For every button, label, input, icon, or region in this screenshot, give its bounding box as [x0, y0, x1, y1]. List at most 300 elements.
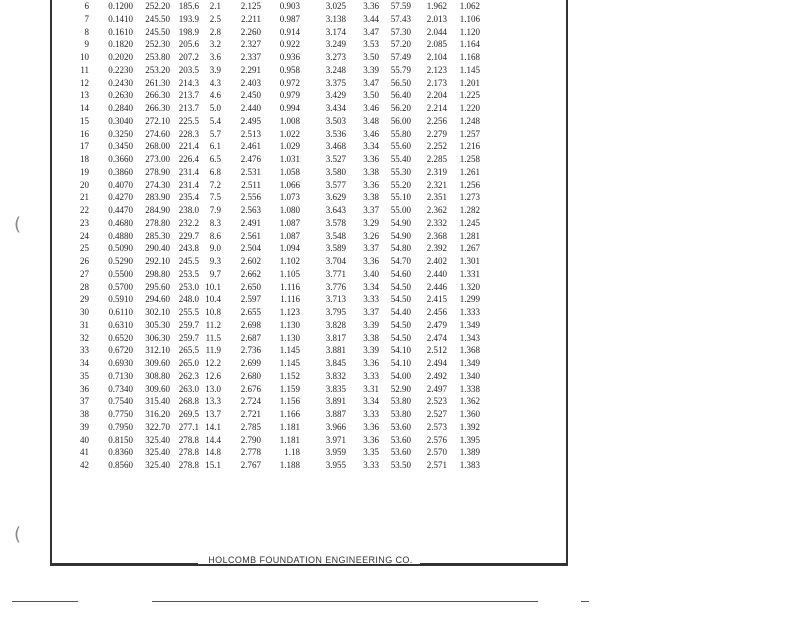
table-cell: 0.8360	[108, 447, 133, 458]
table-cell: 3.50	[363, 52, 379, 62]
table-cell: 269.5	[178, 409, 199, 419]
table-cell: 3.37	[363, 307, 379, 317]
table-cell: 2.474	[426, 332, 447, 343]
table-cell: 274.30	[145, 179, 170, 190]
table-cell: 3.713	[325, 294, 346, 305]
table-row	[76, 370, 480, 383]
table-cell: 54.00	[390, 370, 411, 381]
table-cell: 2.8	[209, 26, 221, 37]
table-cell: 1.145	[459, 64, 480, 75]
row-number-cell: 27	[80, 268, 89, 279]
table-cell: 54.10	[390, 345, 411, 356]
table-cell: 2.561	[240, 230, 261, 241]
table-cell: 2.104	[426, 52, 447, 62]
table-cell: 3.580	[325, 166, 346, 177]
table-cell: 2.256	[426, 115, 447, 126]
table-cell: 2.332	[426, 217, 447, 228]
table-cell: 229.7	[178, 230, 199, 241]
table-cell: 3.025	[325, 1, 346, 11]
table-cell: 3.548	[325, 230, 346, 241]
table-cell: 3.704	[325, 256, 346, 266]
table-cell: 0.7540	[108, 396, 133, 407]
table-row	[76, 255, 480, 268]
table-cell: 56.40	[390, 90, 411, 101]
table-cell: 1.248	[459, 115, 480, 126]
table-cell: 2.527	[426, 409, 447, 419]
table-cell: 290.40	[145, 243, 170, 254]
table-cell: 2.576	[426, 434, 447, 445]
table-cell: 2.279	[426, 128, 447, 139]
table-cell: 245.50	[145, 26, 170, 37]
table-cell: 2.321	[426, 179, 447, 190]
table-cell: 2.173	[426, 77, 447, 88]
footer-rule-right	[420, 563, 568, 564]
table-cell: 3.46	[363, 103, 379, 113]
table-cell: 13.3	[205, 396, 221, 407]
table-cell: 253.5	[178, 268, 199, 279]
table-cell: 7.2	[209, 179, 221, 190]
table-cell: 3.46	[363, 128, 379, 139]
table-cell: 2.724	[240, 396, 261, 407]
table-cell: 1.261	[459, 166, 480, 177]
table-cell: 0.8150	[108, 434, 133, 445]
table-cell: 0.7950	[108, 421, 133, 432]
table-cell: 3.536	[325, 128, 346, 139]
table-cell: 185.6	[178, 1, 199, 11]
table-row	[76, 26, 480, 39]
table-cell: 2.456	[426, 307, 447, 317]
table-row	[76, 204, 480, 217]
table-cell: 8.6	[209, 230, 221, 241]
table-cell: 3.429	[325, 90, 346, 101]
table-cell: 1.301	[459, 256, 480, 266]
table-cell: 2.785	[240, 421, 261, 432]
table-cell: 265.0	[178, 358, 199, 368]
table-cell: 3.881	[325, 345, 346, 356]
table-cell: 1.349	[459, 319, 480, 330]
table-cell: 2.778	[240, 447, 261, 458]
table-cell: 2.698	[240, 319, 261, 330]
table-cell: 2.531	[240, 166, 261, 177]
table-cell: 3.33	[363, 409, 379, 419]
table-cell: 278.8	[178, 434, 199, 445]
table-cell: 245.5	[178, 256, 199, 266]
table-row	[76, 268, 480, 281]
table-cell: 0.3860	[108, 166, 133, 177]
table-cell: 325.40	[145, 447, 170, 458]
table-cell: 243.8	[178, 243, 199, 254]
row-number-cell: 35	[80, 370, 89, 381]
table-cell: 14.1	[205, 421, 221, 432]
table-cell: 4.6	[209, 90, 221, 101]
row-number-cell: 6	[84, 1, 89, 11]
table-cell: 3.40	[363, 268, 379, 279]
table-row	[76, 434, 480, 447]
table-cell: 231.4	[178, 166, 199, 177]
table-cell: 248.0	[178, 294, 199, 305]
table-row	[76, 191, 480, 204]
table-cell: 2.497	[426, 383, 447, 394]
table-cell: 52.90	[390, 383, 411, 394]
table-cell: 3.887	[325, 409, 346, 419]
table-cell: 2.446	[426, 281, 447, 292]
table-cell: 1.120	[459, 26, 480, 37]
table-cell: 2.571	[426, 460, 447, 470]
table-cell: 0.903	[279, 1, 300, 11]
table-cell: 1.116	[280, 281, 300, 292]
table-cell: 278.80	[145, 217, 170, 228]
row-number-cell: 21	[80, 192, 89, 203]
table-cell: 1.389	[459, 447, 480, 458]
table-cell: 1.360	[459, 409, 480, 419]
table-cell: 3.38	[363, 166, 379, 177]
table-cell: 3.845	[325, 358, 346, 368]
table-cell: 3.36	[363, 179, 379, 190]
table-cell: 0.4070	[108, 179, 133, 190]
table-cell: 259.7	[178, 332, 199, 343]
table-cell: 1.392	[459, 421, 480, 432]
row-number-cell: 33	[80, 345, 89, 356]
table-cell: 2.676	[240, 383, 261, 394]
table-cell: 0.7750	[108, 409, 133, 419]
table-cell: 1.145	[279, 345, 300, 356]
table-cell: 53.50	[390, 460, 411, 470]
table-cell: 2.662	[240, 268, 261, 279]
table-cell: 53.80	[390, 396, 411, 407]
table-cell: 285.30	[145, 230, 170, 241]
table-cell: 0.7130	[108, 370, 133, 381]
table-cell: 55.79	[390, 64, 411, 75]
table-cell: 1.368	[459, 345, 480, 356]
table-cell: 57.49	[390, 52, 411, 62]
table-cell: 302.10	[145, 307, 170, 317]
table-cell: 2.351	[426, 192, 447, 203]
table-cell: 0.2630	[108, 90, 133, 101]
table-cell: 15.1	[205, 460, 221, 470]
table-cell: 3.9	[209, 64, 221, 75]
table-cell: 2.512	[426, 345, 447, 356]
table-cell: 54.50	[390, 332, 411, 343]
table-cell: 2.699	[240, 358, 261, 368]
table-cell: 54.50	[390, 294, 411, 305]
row-number-cell: 28	[80, 281, 89, 292]
table-cell: 2.492	[426, 370, 447, 381]
table-cell: 0.1410	[108, 13, 133, 24]
row-number-cell: 37	[80, 396, 89, 407]
table-cell: 3.36	[363, 154, 379, 164]
table-cell: 55.60	[390, 141, 411, 152]
table-cell: 3.955	[325, 460, 346, 470]
row-number-cell: 38	[80, 409, 89, 419]
table-cell: 2.214	[426, 103, 447, 113]
row-number-cell: 25	[80, 243, 89, 254]
table-cell: 54.90	[390, 230, 411, 241]
table-cell: 213.7	[178, 103, 199, 113]
table-cell: 55.00	[390, 205, 411, 215]
table-cell: 6.8	[209, 166, 221, 177]
table-cell: 53.60	[390, 421, 411, 432]
table-cell: 0.3660	[108, 154, 133, 164]
table-cell: 1.245	[459, 217, 480, 228]
table-cell: 56.50	[390, 77, 411, 88]
table-row	[76, 306, 480, 319]
table-cell: 57.30	[390, 26, 411, 37]
table-cell: 3.37	[363, 243, 379, 254]
table-cell: 259.7	[178, 319, 199, 330]
table-cell: 252.20	[145, 1, 170, 11]
data-table	[76, 0, 480, 472]
table-cell: 1.087	[279, 217, 300, 228]
table-cell: 253.0	[178, 281, 199, 292]
row-number-cell: 18	[80, 154, 89, 164]
table-cell: 3.375	[325, 77, 346, 88]
table-cell: 3.174	[325, 26, 346, 37]
row-number-cell: 31	[80, 319, 89, 330]
table-cell: 3.39	[363, 345, 379, 356]
table-cell: 263.0	[178, 383, 199, 394]
table-cell: 1.166	[279, 409, 300, 419]
table-row	[76, 77, 480, 90]
table-cell: 266.30	[145, 90, 170, 101]
table-cell: 57.43	[390, 13, 411, 24]
table-cell: 3.891	[325, 396, 346, 407]
table-cell: 3.434	[325, 103, 346, 113]
table-cell: 2.337	[240, 52, 261, 62]
table-cell: 245.50	[145, 13, 170, 24]
table-cell: 2.211	[241, 13, 261, 24]
table-cell: 295.60	[145, 281, 170, 292]
row-number-cell: 9	[84, 39, 89, 50]
row-number-cell: 32	[80, 332, 89, 343]
table-cell: 214.3	[178, 77, 199, 88]
table-cell: 3.138	[325, 13, 346, 24]
table-row	[76, 128, 480, 141]
table-cell: 3.29	[363, 217, 379, 228]
table-cell: 56.20	[390, 103, 411, 113]
table-cell: 2.523	[426, 396, 447, 407]
table-cell: 213.7	[178, 90, 199, 101]
table-cell: 0.5090	[108, 243, 133, 254]
table-cell: 3.26	[363, 230, 379, 241]
table-cell: 1.962	[426, 1, 447, 11]
table-cell: 278.8	[178, 460, 199, 470]
table-cell: 205.6	[178, 39, 199, 50]
row-number-cell: 36	[80, 383, 89, 394]
table-cell: 53.60	[390, 434, 411, 445]
table-cell: 1.362	[459, 396, 480, 407]
table-row	[76, 242, 480, 255]
table-cell: 2.013	[426, 13, 447, 24]
row-number-cell: 29	[80, 294, 89, 305]
table-cell: 2.5	[209, 13, 221, 24]
table-cell: 5.4	[209, 115, 221, 126]
table-cell: 3.47	[363, 77, 379, 88]
table-cell: 0.2230	[108, 64, 133, 75]
row-number-cell: 42	[80, 460, 89, 470]
table-row	[76, 179, 480, 192]
table-cell: 1.022	[279, 128, 300, 139]
table-cell: 0.914	[279, 26, 300, 37]
table-cell: 3.589	[325, 243, 346, 254]
table-cell: 9.7	[209, 268, 221, 279]
table-cell: 228.3	[178, 128, 199, 139]
table-cell: 0.5910	[108, 294, 133, 305]
table-cell: 2.285	[426, 154, 447, 164]
table-cell: 3.249	[325, 39, 346, 50]
table-cell: 203.5	[178, 64, 199, 75]
row-number-cell: 16	[80, 128, 89, 139]
table-cell: 54.70	[390, 256, 411, 266]
table-cell: 1.116	[280, 294, 300, 305]
table-cell: 1.073	[279, 192, 300, 203]
table-cell: 3.38	[363, 192, 379, 203]
table-cell: 1.102	[279, 256, 300, 266]
table-cell: 3.34	[363, 396, 379, 407]
row-number-cell: 39	[80, 421, 89, 432]
table-cell: 266.30	[145, 103, 170, 113]
table-cell: 207.2	[178, 52, 199, 62]
table-cell: 252.30	[145, 39, 170, 50]
table-cell: 1.058	[279, 166, 300, 177]
table-row	[76, 38, 480, 51]
table-cell: 2.602	[240, 256, 261, 266]
table-cell: 1.282	[459, 205, 480, 215]
table-cell: 2.368	[426, 230, 447, 241]
table-cell: 2.790	[240, 434, 261, 445]
table-cell: 255.5	[178, 307, 199, 317]
row-number-cell: 23	[80, 217, 89, 228]
table-cell: 12.2	[205, 358, 221, 368]
table-row	[76, 395, 480, 408]
table-cell: 0.4470	[108, 205, 133, 215]
table-row	[76, 319, 480, 332]
table-cell: 2.556	[240, 192, 261, 203]
table-cell: 265.5	[178, 345, 199, 356]
table-cell: 221.4	[178, 141, 199, 152]
table-cell: 0.8560	[108, 460, 133, 470]
table-cell: 1.18	[284, 447, 300, 458]
table-cell: 2.650	[240, 281, 261, 292]
table-cell: 2.125	[240, 1, 261, 11]
table-cell: 3.50	[363, 90, 379, 101]
table-cell: 2.440	[240, 103, 261, 113]
table-cell: 12.6	[205, 370, 221, 381]
table-cell: 54.40	[390, 307, 411, 317]
table-cell: 3.34	[363, 281, 379, 292]
table-cell: 0.4680	[108, 217, 133, 228]
table-cell: 325.40	[145, 434, 170, 445]
table-cell: 11.9	[205, 345, 221, 356]
table-cell: 274.60	[145, 128, 170, 139]
table-cell: 193.9	[178, 13, 199, 24]
table-cell: 3.53	[363, 39, 379, 50]
table-row	[76, 293, 480, 306]
table-cell: 5.7	[209, 128, 221, 139]
table-cell: 9.0	[209, 243, 221, 254]
table-cell: 1.031	[279, 154, 300, 164]
table-cell: 1.181	[279, 434, 300, 445]
table-cell: 0.972	[279, 77, 300, 88]
table-cell: 0.922	[279, 39, 300, 50]
table-cell: 0.6720	[108, 345, 133, 356]
table-cell: 54.80	[390, 243, 411, 254]
table-row	[76, 421, 480, 434]
table-cell: 0.6520	[108, 332, 133, 343]
table-cell: 305.30	[145, 319, 170, 330]
table-cell: 3.643	[325, 205, 346, 215]
table-cell: 2.085	[426, 39, 447, 50]
table-cell: 253.80	[145, 52, 170, 62]
table-cell: 1.164	[459, 39, 480, 50]
table-cell: 3.33	[363, 370, 379, 381]
table-cell: 277.1	[178, 421, 199, 432]
table-row	[76, 332, 480, 345]
footer-rule-left	[50, 563, 198, 564]
table-cell: 1.256	[459, 179, 480, 190]
table-cell: 1.258	[459, 154, 480, 164]
row-number-cell: 30	[80, 307, 89, 317]
table-cell: 56.00	[390, 115, 411, 126]
table-cell: 272.10	[145, 115, 170, 126]
row-number-cell: 14	[80, 103, 89, 113]
table-cell: 3.776	[325, 281, 346, 292]
table-cell: 315.40	[145, 396, 170, 407]
table-row	[76, 64, 480, 77]
table-cell: 2.513	[240, 128, 261, 139]
table-cell: 9.3	[209, 256, 221, 266]
table-cell: 14.8	[205, 447, 221, 458]
table-cell: 2.597	[240, 294, 261, 305]
table-cell: 3.33	[363, 460, 379, 470]
table-cell: 0.7340	[108, 383, 133, 394]
table-cell: 0.3040	[108, 115, 133, 126]
table-cell: 55.20	[390, 179, 411, 190]
table-cell: 1.267	[459, 243, 480, 254]
table-cell: 1.130	[279, 319, 300, 330]
table-cell: 2.291	[240, 64, 261, 75]
table-cell: 1.331	[459, 268, 480, 279]
table-cell: 1.123	[279, 307, 300, 317]
table-cell: 2.511	[241, 179, 261, 190]
table-cell: 226.4	[178, 154, 199, 164]
table-cell: 2.204	[426, 90, 447, 101]
table-row	[76, 102, 480, 115]
table-cell: 2.563	[240, 205, 261, 215]
table-cell: 261.30	[145, 77, 170, 88]
table-cell: 3.38	[363, 332, 379, 343]
table-cell: 0.2020	[108, 52, 133, 62]
table-cell: 2.494	[426, 358, 447, 368]
table-cell: 1.066	[279, 179, 300, 190]
table-cell: 2.450	[240, 90, 261, 101]
row-number-cell: 8	[84, 26, 89, 37]
table-cell: 198.9	[178, 26, 199, 37]
row-number-cell: 13	[80, 90, 89, 101]
table-cell: 1.008	[279, 115, 300, 126]
table-cell: 2.767	[240, 460, 261, 470]
table-row	[76, 459, 480, 472]
table-cell: 2.319	[426, 166, 447, 177]
table-cell: 3.273	[325, 52, 346, 62]
table-cell: 1.273	[459, 192, 480, 203]
table-row	[76, 166, 480, 179]
table-cell: 238.0	[178, 205, 199, 215]
table-cell: 3.832	[325, 370, 346, 381]
row-number-cell: 26	[80, 256, 89, 266]
table-cell: 0.4880	[108, 230, 133, 241]
table-cell: 0.3250	[108, 128, 133, 139]
table-row	[76, 383, 480, 396]
